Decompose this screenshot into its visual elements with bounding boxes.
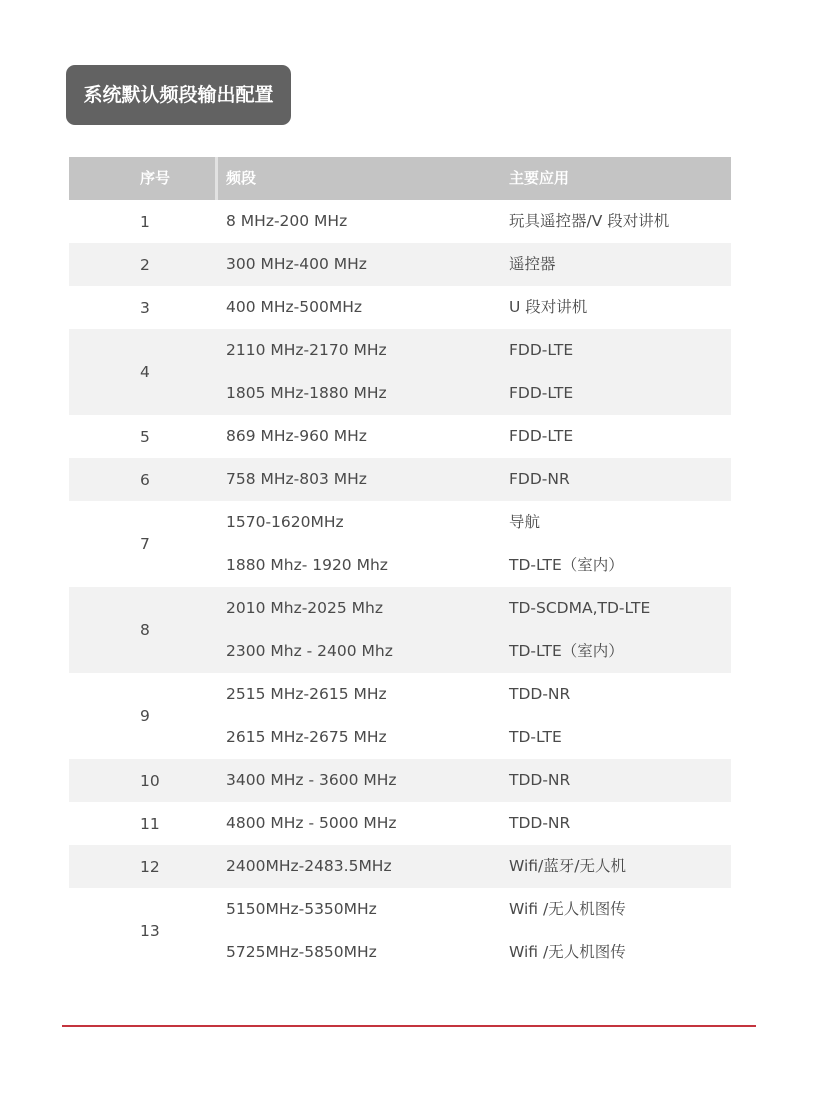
header-band: 频段 bbox=[226, 169, 257, 187]
table-row bbox=[69, 372, 731, 415]
table-row-group bbox=[69, 845, 731, 888]
table-row bbox=[69, 544, 731, 587]
row-index: 12 bbox=[140, 857, 160, 876]
application-cell: Wifi /无人机图传 bbox=[509, 943, 626, 961]
footer-divider bbox=[62, 1025, 756, 1027]
band-cell: 2300 Mhz - 2400 Mhz bbox=[226, 642, 393, 660]
table-header-row bbox=[69, 157, 731, 200]
table-row-group bbox=[69, 673, 731, 759]
row-index: 5 bbox=[140, 427, 150, 446]
band-cell: 4800 MHz - 5000 MHz bbox=[226, 814, 397, 832]
row-index: 9 bbox=[140, 707, 150, 725]
application-cell: FDD-NR bbox=[509, 470, 570, 488]
application-cell: TD-LTE（室内） bbox=[509, 642, 624, 660]
application-cell: 遥控器 bbox=[509, 255, 556, 273]
row-index: 8 bbox=[140, 621, 150, 639]
header-column-divider bbox=[215, 157, 218, 200]
table-row-group bbox=[69, 243, 731, 286]
band-cell: 1570-1620MHz bbox=[226, 513, 344, 531]
table-row bbox=[69, 759, 731, 802]
application-cell: 导航 bbox=[509, 513, 541, 531]
row-index: 1 bbox=[140, 212, 150, 231]
application-cell: U 段对讲机 bbox=[509, 298, 588, 316]
table-row bbox=[69, 673, 731, 716]
band-cell: 2615 MHz-2675 MHz bbox=[226, 728, 387, 746]
row-index: 4 bbox=[140, 363, 150, 381]
band-cell: 5725MHz-5850MHz bbox=[226, 943, 377, 961]
table-row bbox=[69, 931, 731, 974]
table-row-group bbox=[69, 802, 731, 845]
row-index: 3 bbox=[140, 298, 150, 317]
table-row bbox=[69, 458, 731, 501]
table-row-group bbox=[69, 415, 731, 458]
table-row bbox=[69, 587, 731, 630]
row-index: 11 bbox=[140, 814, 160, 833]
application-cell: TD-LTE bbox=[509, 728, 562, 746]
row-index: 13 bbox=[140, 922, 160, 940]
header-index: 序号 bbox=[140, 169, 171, 187]
table-row bbox=[69, 243, 731, 286]
row-index: 2 bbox=[140, 255, 150, 274]
band-cell: 5150MHz-5350MHz bbox=[226, 900, 377, 918]
application-cell: Wifi/蓝牙/无人机 bbox=[509, 857, 626, 875]
band-cell: 1880 Mhz- 1920 Mhz bbox=[226, 556, 388, 574]
band-cell: 1805 MHz-1880 MHz bbox=[226, 384, 387, 402]
application-cell: FDD-LTE bbox=[509, 384, 574, 402]
page-title: 系统默认频段输出配置 bbox=[66, 65, 291, 125]
table-row bbox=[69, 415, 731, 458]
application-cell: FDD-LTE bbox=[509, 341, 574, 359]
table-row-group bbox=[69, 501, 731, 587]
application-cell: FDD-LTE bbox=[509, 427, 574, 445]
application-cell: 玩具遥控器/V 段对讲机 bbox=[509, 212, 670, 230]
row-index: 7 bbox=[140, 535, 150, 553]
table-row bbox=[69, 716, 731, 759]
band-cell: 8 MHz-200 MHz bbox=[226, 212, 348, 230]
band-cell: 2010 Mhz-2025 Mhz bbox=[226, 599, 384, 617]
table-row bbox=[69, 888, 731, 931]
table-row-group bbox=[69, 587, 731, 673]
table-row-group bbox=[69, 759, 731, 802]
table-row bbox=[69, 630, 731, 673]
band-cell: 758 MHz-803 MHz bbox=[226, 470, 367, 488]
band-cell: 2110 MHz-2170 MHz bbox=[226, 341, 387, 359]
table-row-group bbox=[69, 286, 731, 329]
table-row-group bbox=[69, 888, 731, 974]
table-row-group bbox=[69, 200, 731, 243]
application-cell: TDD-NR bbox=[509, 814, 571, 832]
band-cell: 3400 MHz - 3600 MHz bbox=[226, 771, 397, 789]
band-cell: 2515 MHz-2615 MHz bbox=[226, 685, 387, 703]
table-row-group bbox=[69, 329, 731, 415]
table-row bbox=[69, 286, 731, 329]
header-application: 主要应用 bbox=[509, 169, 570, 187]
table-row bbox=[69, 802, 731, 845]
table-row bbox=[69, 845, 731, 888]
application-cell: TD-LTE（室内） bbox=[509, 556, 624, 574]
table-body bbox=[69, 200, 731, 974]
row-index: 6 bbox=[140, 470, 150, 489]
table-row-group bbox=[69, 458, 731, 501]
table-row bbox=[69, 200, 731, 243]
band-cell: 400 MHz-500MHz bbox=[226, 298, 363, 316]
band-cell: 300 MHz-400 MHz bbox=[226, 255, 367, 273]
application-cell: Wifi /无人机图传 bbox=[509, 900, 626, 918]
application-cell: TD-SCDMA,TD-LTE bbox=[509, 599, 651, 617]
band-cell: 2400MHz-2483.5MHz bbox=[226, 857, 392, 875]
table-row bbox=[69, 329, 731, 372]
row-index: 10 bbox=[140, 771, 160, 790]
application-cell: TDD-NR bbox=[509, 685, 571, 703]
table-row bbox=[69, 501, 731, 544]
application-cell: TDD-NR bbox=[509, 771, 571, 789]
frequency-band-table bbox=[69, 157, 731, 974]
band-cell: 869 MHz-960 MHz bbox=[226, 427, 367, 445]
